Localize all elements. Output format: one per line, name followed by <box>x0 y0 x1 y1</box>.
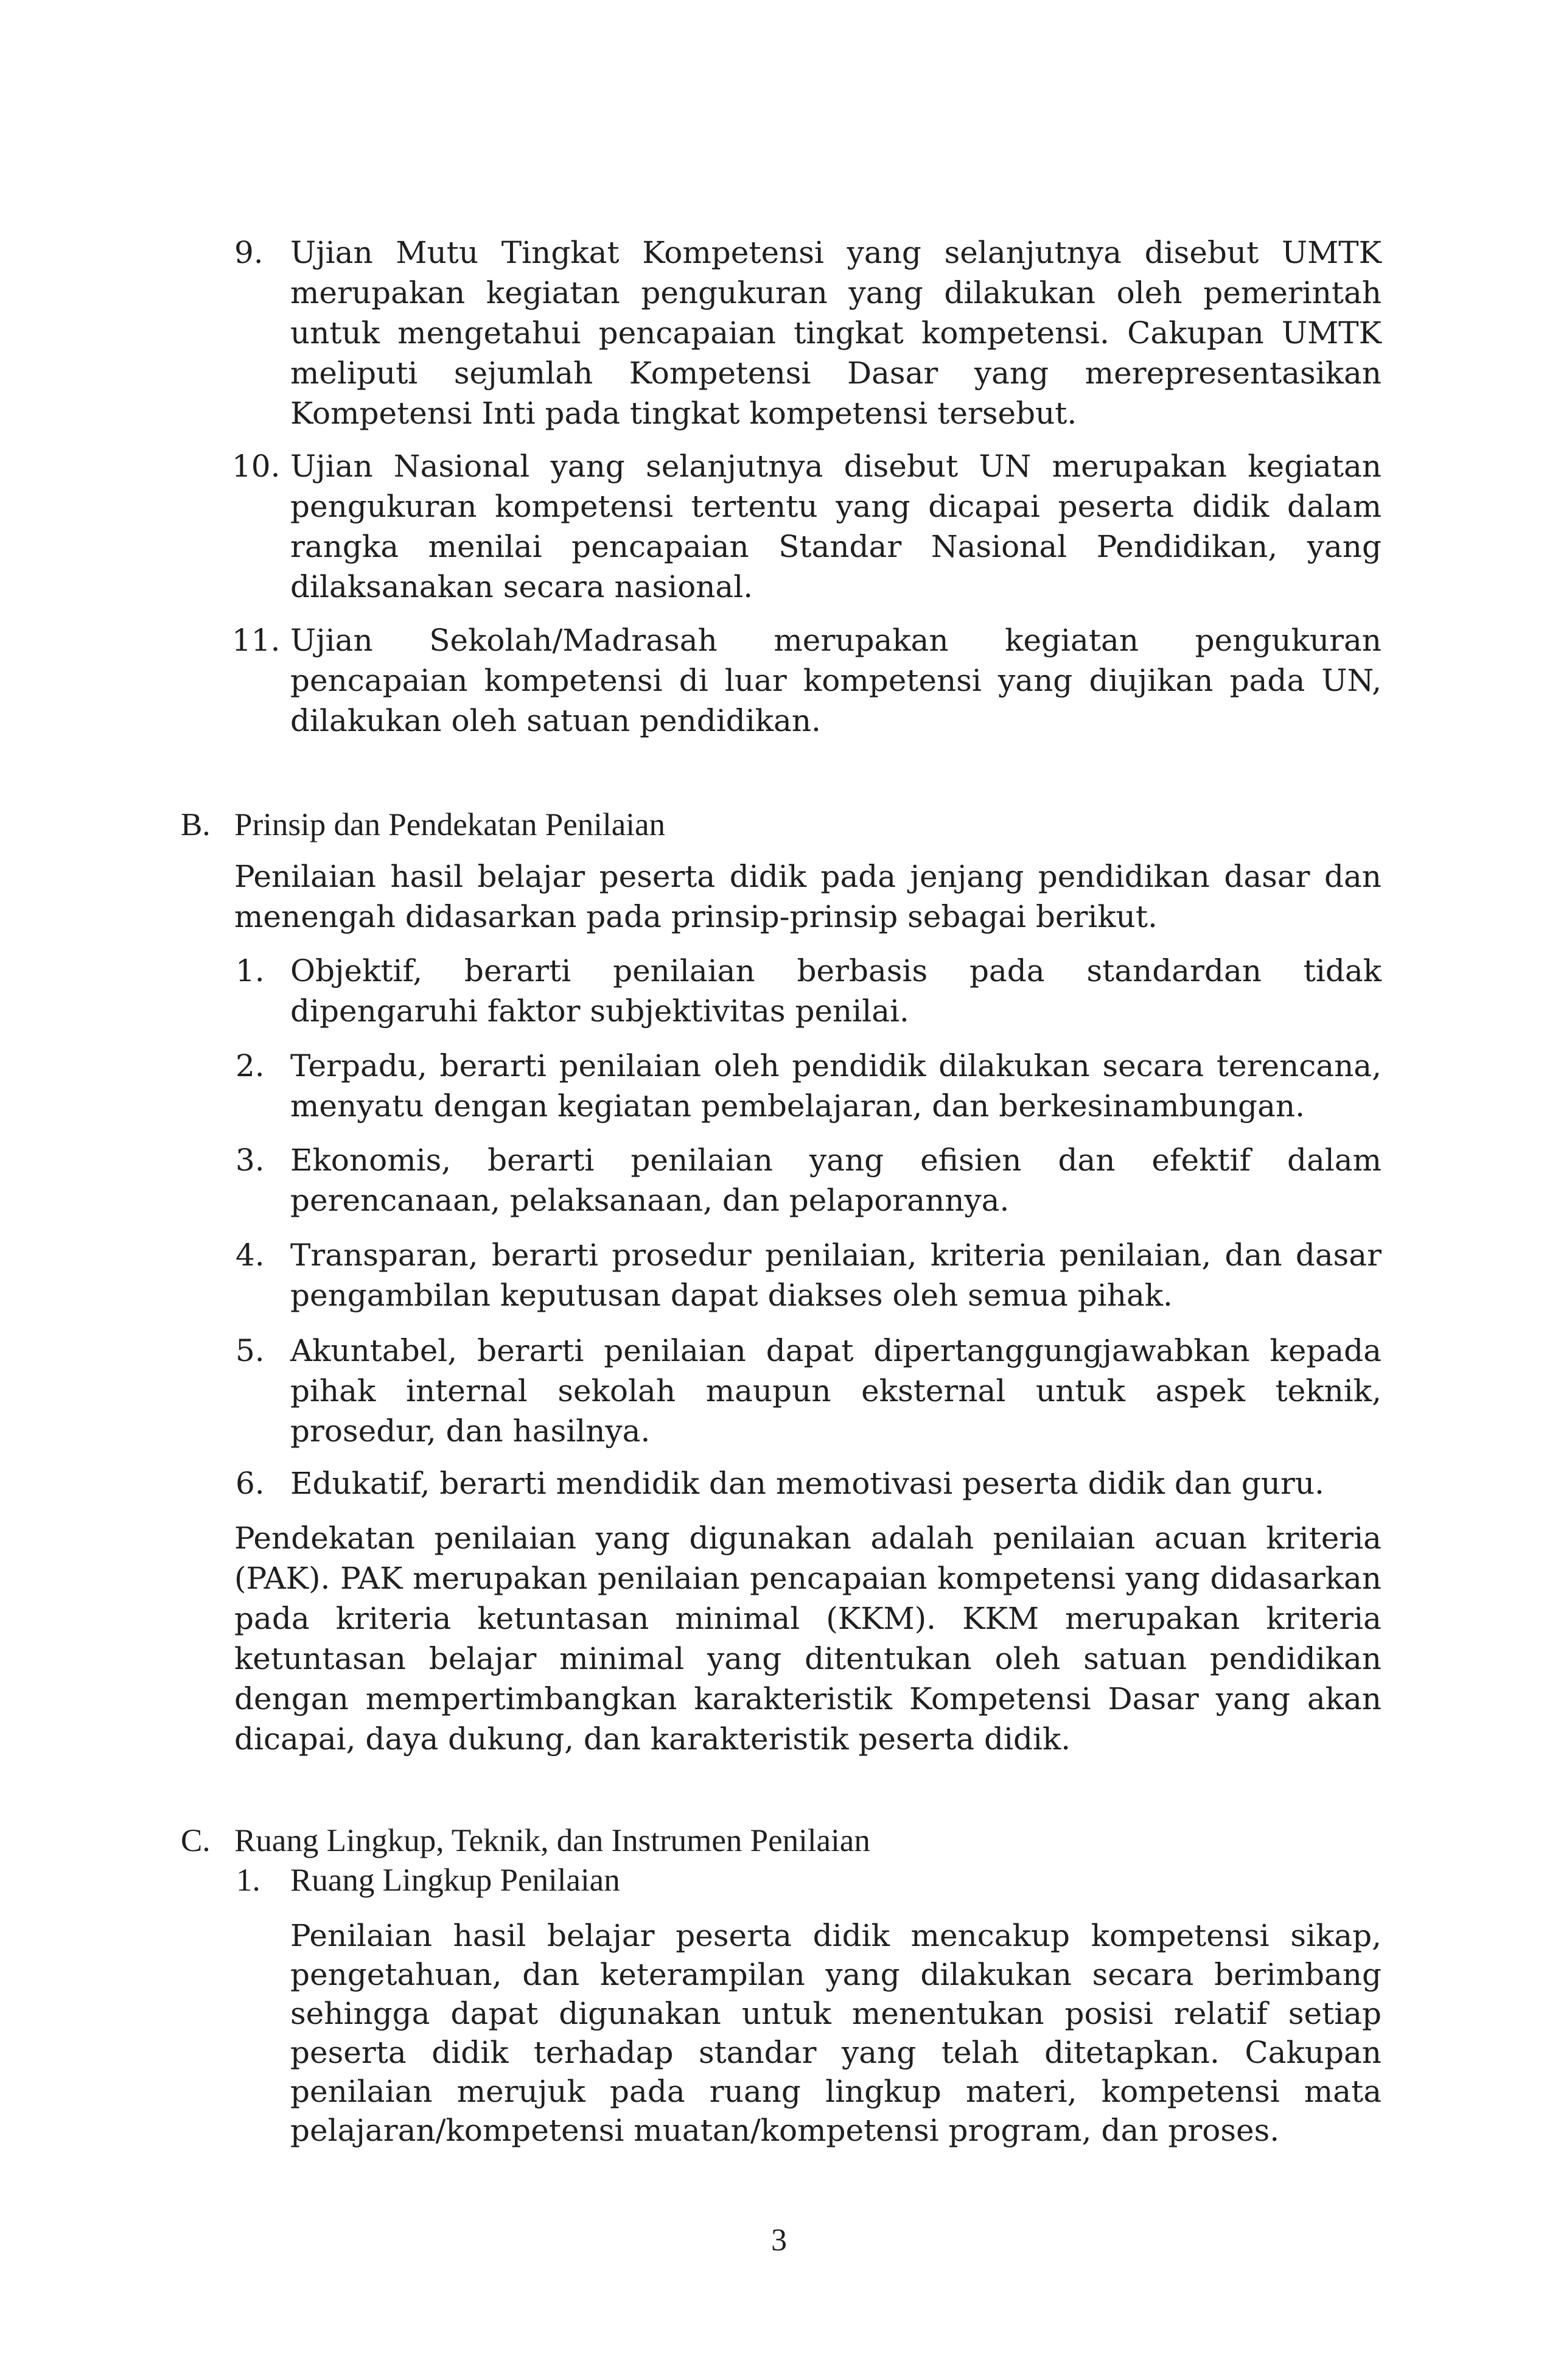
list-text: Akuntabel, berarti penilaian dapat dipertanggungjawabkan kepada pihak internal sekolah maupun eksternal untuk aspek teknik, prosedur, dan hasilnya. <box>290 1333 1382 1449</box>
list-text: Transparan, berarti prosedur penilaian, kriteria penilaian, dan dasar pengambilan keputusan dapat diakses oleh semua pihak. <box>290 1237 1382 1313</box>
list-text: Ujian Nasional yang selanjutnya disebut UN merupakan kegiatan pengukuran kompetensi tertentu yang dicapai peserta didik dalam rangka menilai pencapaian Standar Nasional Pendidikan, yang dilaksanakan secara nasional. <box>290 449 1382 604</box>
section-intro: Penilaian hasil belajar peserta didik pada jenjang pendidikan dasar dan menengah didasarkan pada prinsip-prinsip sebagai berikut. <box>234 859 1382 934</box>
list-text: Edukatif, berarti mendidik dan memotivasi peserta didik dan guru. <box>290 1466 1324 1501</box>
section-letter: C. <box>181 1823 211 1858</box>
list-number: 1. <box>236 953 265 989</box>
list-text: Ujian Sekolah/Madrasah merupakan kegiatan pengukuran pencapaian kompetensi di luar kompetensi yang diujikan pada UN, dilakukan oleh satuan pendidikan. <box>290 623 1382 738</box>
page-number: 3 <box>771 2223 787 2258</box>
list-text: Ekonomis, berarti penilaian yang efisien dan efektif dalam perencanaan, pelaksanaan, dan pelaporannya. <box>290 1143 1382 1218</box>
list-number: 10. <box>232 449 281 484</box>
list-number: 9. <box>234 235 264 270</box>
subsection-body: Penilaian hasil belajar peserta didik mencakup kompetensi sikap, pengetahuan, dan keterampilan yang dilakukan secara berimbang sehingga dapat digunakan untuk menentukan posisi relatif setiap peserta didik terhadap standar yang telah ditetapkan. Cakupan penilaian merujuk pada ruang lingkup materi, kompetensi mata pelajaran/kompetensi muatan/kompetensi program, dan proses. <box>290 1918 1382 2148</box>
list-number: 4. <box>236 1237 265 1273</box>
list-number: 2. <box>236 1048 265 1083</box>
subsection-heading: Ruang Lingkup Penilaian <box>290 1863 620 1898</box>
subsection-number: 1. <box>236 1863 260 1898</box>
list-number: 3. <box>236 1143 265 1178</box>
section-closing: Pendekatan penilaian yang digunakan adalah penilaian acuan kriteria (PAK). PAK merupakan penilaian pencapaian kompetensi yang didasarkan pada kriteria ketuntasan minimal (KKM). KKM merupakan kriteria ketuntasan belajar minimal yang ditentukan oleh satuan pendidikan dengan mempertimbangkan karakteristik Kompetensi Dasar yang akan dicapai, daya dukung, dan karakteristik peserta didik. <box>234 1521 1382 1757</box>
list-number: 11. <box>232 623 281 658</box>
list-number: 6. <box>236 1466 265 1501</box>
list-text: Terpadu, berarti penilaian oleh pendidik dilakukan secara terencana, menyatu dengan kegiatan pembelajaran, dan berkesinambungan. <box>290 1048 1382 1124</box>
section-heading: Prinsip dan Pendekatan Penilaian <box>234 807 665 842</box>
list-text: Objektif, berarti penilaian berbasis pada standardan tidak dipengaruhi faktor subjektivitas penilai. <box>290 953 1382 1029</box>
list-text: Ujian Mutu Tingkat Kompetensi yang selanjutnya disebut UMTK merupakan kegiatan pengukuran yang dilakukan oleh pemerintah untuk mengetahui pencapaian tingkat kompetensi. Cakupan UMTK meliputi sejumlah Kompetensi Dasar yang merepresentasikan Kompetensi Inti pada tingkat kompetensi tersebut. <box>290 235 1382 431</box>
section-heading: Ruang Lingkup, Teknik, dan Instrumen Penilaian <box>234 1823 870 1858</box>
section-letter: B. <box>181 807 211 842</box>
list-number: 5. <box>236 1333 265 1368</box>
